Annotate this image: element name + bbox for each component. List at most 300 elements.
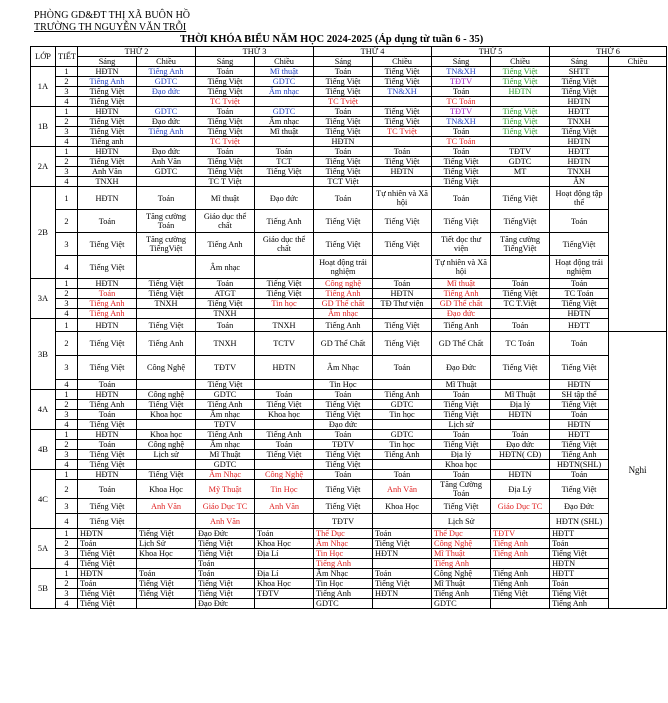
subject-cell: Tiếng Việt (78, 499, 137, 514)
subject-cell: Toán (314, 147, 373, 157)
subject-cell: Đạo Đức (432, 356, 491, 380)
subject-cell: TĐTV (491, 529, 550, 539)
subject-cell: Toán (314, 390, 373, 400)
subject-cell: HĐTN (78, 187, 137, 210)
table-row (31, 177, 667, 187)
subject-cell: Âm nhạc (196, 410, 255, 420)
subject-cell: Tiếng Việt (314, 210, 373, 233)
subject-cell (373, 309, 432, 319)
period-cell: 4 (56, 380, 78, 390)
subject-cell (373, 559, 432, 569)
timetable (30, 46, 667, 609)
subject-cell: Toán (373, 356, 432, 380)
subject-cell (255, 177, 314, 187)
subject-cell: TC Toán (550, 289, 609, 299)
subject-cell: Anh Văn (137, 157, 196, 167)
subject-cell: HĐTN(SHL) (550, 460, 609, 470)
subject-cell: Tiếng Việt (373, 157, 432, 167)
document-header (0, 0, 668, 45)
period-cell: 3 (56, 549, 78, 559)
subject-cell: TNXH (196, 309, 255, 319)
subject-cell: Tiếng Việt (373, 233, 432, 256)
subject-cell: Tiếng Việt (314, 87, 373, 97)
subject-cell: Đạo đức (137, 87, 196, 97)
subject-cell: Địa lý (491, 400, 550, 410)
subject-cell: Tiếng Việt (196, 117, 255, 127)
subject-cell: Tiếng Việt (491, 127, 550, 137)
table-row (31, 440, 667, 450)
subject-cell (491, 514, 550, 529)
table-row (31, 549, 667, 559)
class-name-cell: 3A (31, 279, 56, 319)
subject-cell: Tiếng Việt (196, 549, 255, 559)
subject-cell: Âm nhạc (196, 256, 255, 279)
period-cell: 4 (56, 97, 78, 107)
col-header-lop: LỚP (31, 47, 56, 67)
subject-cell: Toán (196, 107, 255, 117)
table-row (31, 579, 667, 589)
subject-cell: HĐTN (373, 549, 432, 559)
table-row (31, 107, 667, 117)
subject-cell: Tăng cường Toán (137, 210, 196, 233)
subject-cell: Toán (314, 107, 373, 117)
subject-cell: Toán (550, 470, 609, 480)
subject-cell: Toán (432, 127, 491, 137)
table-row (31, 67, 667, 77)
subject-cell: Hoạt động trải nghiệm (314, 256, 373, 279)
subject-cell: GDTC (137, 77, 196, 87)
subject-cell: Tin học (255, 299, 314, 309)
subject-cell: Tiếng Việt (314, 117, 373, 127)
day-header: THỨ 6 (550, 47, 667, 57)
subject-cell: Lịch sử (432, 420, 491, 430)
class-name-cell: 2A (31, 147, 56, 187)
subject-cell: Toán (196, 319, 255, 332)
subject-cell (373, 420, 432, 430)
subject-cell (255, 420, 314, 430)
subject-cell (373, 137, 432, 147)
subject-cell: GD Thể chất (432, 299, 491, 309)
subject-cell: Tiếng Anh (432, 589, 491, 599)
period-cell: 4 (56, 460, 78, 470)
subject-cell: Đạo đức (432, 309, 491, 319)
subject-cell: Tiếng Việt (491, 589, 550, 599)
subject-cell: MT (491, 167, 550, 177)
subject-cell: Tiếng Việt (78, 356, 137, 380)
subject-cell: TNXH (255, 319, 314, 332)
class-name-cell: 4C (31, 470, 56, 529)
class-name-cell: 4B (31, 430, 56, 470)
subject-cell: Tiếng Việt (373, 117, 432, 127)
table-row (31, 279, 667, 289)
subject-cell: Âm nhạc (255, 87, 314, 97)
subject-cell: Tiếng Việt (196, 127, 255, 137)
subject-cell: TN&XH (432, 67, 491, 77)
subject-cell: Tiếng Việt (550, 356, 609, 380)
subject-cell: Tiếng Việt (78, 332, 137, 356)
period-cell: 3 (56, 450, 78, 460)
session-header: Sáng (550, 57, 609, 67)
subject-cell: Toán (255, 390, 314, 400)
subject-cell: TC T Việt (196, 177, 255, 187)
subject-cell: Toán (137, 569, 196, 579)
subject-cell: TĐTV (432, 77, 491, 87)
subject-cell: HĐTT (550, 319, 609, 332)
subject-cell (255, 256, 314, 279)
subject-cell: Tiếng Việt (78, 127, 137, 137)
subject-cell: Toán (196, 559, 255, 569)
subject-cell: TN&XH (373, 87, 432, 97)
subject-cell (491, 137, 550, 147)
subject-cell: HĐTN (550, 97, 609, 107)
table-row (31, 430, 667, 440)
subject-cell: TiếngViệt (550, 233, 609, 256)
table-row (31, 127, 667, 137)
period-cell: 2 (56, 480, 78, 499)
subject-cell: Toán (78, 539, 137, 549)
table-row (31, 380, 667, 390)
subject-cell: Mĩ thuật (255, 127, 314, 137)
subject-cell: Tiếng Việt (432, 400, 491, 410)
day-header: THỨ 3 (196, 47, 314, 57)
subject-cell: Tiếng Việt (373, 107, 432, 117)
period-cell: 1 (56, 390, 78, 400)
class-name-cell: 5B (31, 569, 56, 609)
subject-cell: TC Tviệt (196, 97, 255, 107)
subject-cell: Âm Nhạc (196, 470, 255, 480)
table-row (31, 97, 667, 107)
subject-cell: Âm nhạc (196, 440, 255, 450)
subject-cell: Tiếng Việt (373, 319, 432, 332)
subject-cell: Toán (78, 410, 137, 420)
period-cell: 4 (56, 177, 78, 187)
subject-cell: TCT (255, 157, 314, 167)
subject-cell: Toán (78, 579, 137, 589)
subject-cell: Tiếng Anh (314, 319, 373, 332)
subject-cell: HĐTT (550, 107, 609, 117)
subject-cell (137, 97, 196, 107)
subject-cell: ATGT (196, 289, 255, 299)
subject-cell: Tiếng Việt (550, 77, 609, 87)
subject-cell: Toán (255, 529, 314, 539)
subject-cell: HĐTN (78, 430, 137, 440)
subject-cell (491, 420, 550, 430)
subject-cell: Tin Học (314, 579, 373, 589)
subject-cell: Toán (432, 390, 491, 400)
table-row (31, 210, 667, 233)
subject-cell: Anh Văn (255, 499, 314, 514)
subject-cell: Toán (550, 210, 609, 233)
period-cell: 2 (56, 440, 78, 450)
subject-cell: Tiếng Việt (491, 67, 550, 77)
subject-cell: GDTC (196, 460, 255, 470)
subject-cell: Công nghệ (137, 440, 196, 450)
subject-cell (373, 177, 432, 187)
subject-cell: Tiếng Việt (491, 187, 550, 210)
subject-cell: Lịch Sử (432, 514, 491, 529)
subject-cell: Tiếng Việt (78, 157, 137, 167)
subject-cell: Tiếng Việt (314, 233, 373, 256)
table-row (31, 559, 667, 569)
period-cell: 1 (56, 187, 78, 210)
subject-cell: TĐTV (432, 107, 491, 117)
table-row (31, 233, 667, 256)
subject-cell: Toán (373, 279, 432, 289)
subject-cell: Tiếng Anh (137, 67, 196, 77)
subject-cell: Tiếng Việt (314, 157, 373, 167)
subject-cell: Tiếng Việt (550, 440, 609, 450)
period-cell: 2 (56, 579, 78, 589)
subject-cell: Giáo dục thể chất (255, 233, 314, 256)
subject-cell (373, 97, 432, 107)
period-cell: 1 (56, 107, 78, 117)
subject-cell: Tiếng Việt (432, 440, 491, 450)
subject-cell: Tiếng Việt (432, 210, 491, 233)
table-row (31, 450, 667, 460)
subject-cell: Tiếng Việt (491, 289, 550, 299)
subject-cell: Toán (550, 410, 609, 420)
subject-cell: GDTC (137, 167, 196, 177)
subject-cell: SHTT (550, 67, 609, 77)
col-header-tiet: TIẾT (56, 47, 78, 67)
subject-cell: Tiếng Việt (196, 579, 255, 589)
subject-cell: Tiếng Việt (78, 589, 137, 599)
subject-cell: Toán (373, 569, 432, 579)
subject-cell: Lịch Sử (137, 539, 196, 549)
subject-cell: Tiếng Anh (373, 390, 432, 400)
subject-cell: Toán (78, 210, 137, 233)
period-cell: 3 (56, 233, 78, 256)
subject-cell: Tiếng Việt (373, 210, 432, 233)
subject-cell: Tiếng Việt (196, 167, 255, 177)
subject-cell: Đạo đức (314, 420, 373, 430)
table-row (31, 332, 667, 356)
subject-cell (137, 309, 196, 319)
subject-cell: Anh Văn (78, 167, 137, 177)
period-cell: 1 (56, 430, 78, 440)
org-line-1: PHÒNG GD&ĐT THỊ XÃ BUÔN HỒ (34, 10, 191, 21)
class-name-cell: 5A (31, 529, 56, 569)
subject-cell: Toán (491, 279, 550, 289)
subject-cell: TĐTV (314, 514, 373, 529)
subject-cell: TC Toán (432, 137, 491, 147)
subject-cell: Mĩ thuật (255, 67, 314, 77)
subject-cell (373, 380, 432, 390)
subject-cell: Khoa Học (255, 579, 314, 589)
subject-cell: TNXH (78, 177, 137, 187)
session-header: Chiều (373, 57, 432, 67)
subject-cell: Giáo dục thể chất (196, 210, 255, 233)
subject-cell: Tiếng Anh (137, 332, 196, 356)
period-cell: 4 (56, 559, 78, 569)
subject-cell: HĐTN (314, 137, 373, 147)
period-cell: 2 (56, 157, 78, 167)
header-row-days (31, 47, 667, 57)
period-cell: 4 (56, 420, 78, 430)
subject-cell: TĐTV (196, 356, 255, 380)
subject-cell: HĐTT (550, 569, 609, 579)
subject-cell: HĐTN (491, 470, 550, 480)
subject-cell: HĐTN (78, 107, 137, 117)
subject-cell: Tiếng Anh (196, 430, 255, 440)
subject-cell: Khoa Học (373, 499, 432, 514)
subject-cell: TCT Việt (314, 177, 373, 187)
subject-cell: Tiếng Anh (550, 599, 609, 609)
subject-cell (255, 514, 314, 529)
subject-cell: HĐTN( CĐ) (491, 450, 550, 460)
subject-cell: Tiếng Việt (314, 499, 373, 514)
subject-cell: HĐTN (373, 167, 432, 177)
subject-cell: Đạo đức (137, 147, 196, 157)
table-row (31, 299, 667, 309)
period-cell: 3 (56, 167, 78, 177)
session-header: Sáng (314, 57, 373, 67)
subject-cell: Lịch sử (137, 450, 196, 460)
subject-cell: Toán (196, 67, 255, 77)
class-name-cell: 3B (31, 319, 56, 390)
subject-cell: HĐTN (491, 87, 550, 97)
subject-cell: Toán (491, 430, 550, 440)
subject-cell: GDTC (373, 430, 432, 440)
table-row (31, 356, 667, 380)
subject-cell: GD Thể Chất (314, 332, 373, 356)
subject-cell: GDTC (196, 390, 255, 400)
subject-cell (137, 599, 196, 609)
subject-cell: Địa Lý (491, 480, 550, 499)
subject-cell: HĐTN (SHL) (550, 514, 609, 529)
session-header: Chiều (491, 57, 550, 67)
subject-cell: Tiếng Việt (137, 319, 196, 332)
subject-cell: Tiếng Việt (491, 117, 550, 127)
subject-cell: TC T.Việt (491, 299, 550, 309)
subject-cell: TCTV (255, 332, 314, 356)
subject-cell: Tự nhiên và Xã hội (432, 256, 491, 279)
subject-cell: Tiếng Anh (491, 569, 550, 579)
table-row (31, 137, 667, 147)
period-cell: 3 (56, 299, 78, 309)
subject-cell: Tiếng Việt (137, 400, 196, 410)
subject-cell: Tiếng Anh (491, 539, 550, 549)
subject-cell: Tiếng Việt (550, 589, 609, 599)
subject-cell: HĐTT (550, 147, 609, 157)
subject-cell: Tiếng Việt (196, 157, 255, 167)
subject-cell: TN&XH (432, 117, 491, 127)
subject-cell: TNXH (550, 167, 609, 177)
subject-cell: HĐTN (373, 589, 432, 599)
subject-cell: Tiếng Anh (78, 400, 137, 410)
subject-cell: Toán (314, 430, 373, 440)
subject-cell (137, 380, 196, 390)
subject-cell: GD Thể Chất (432, 332, 491, 356)
subject-cell: Toán (255, 440, 314, 450)
subject-cell: Toán (78, 440, 137, 450)
subject-cell: Tiếng Việt (314, 410, 373, 420)
subject-cell: Mĩ Thuật (432, 380, 491, 390)
subject-cell: TC Toán (432, 97, 491, 107)
subject-cell: Toán (550, 579, 609, 589)
subject-cell: HĐTN (373, 289, 432, 299)
subject-cell: Công nghệ (137, 390, 196, 400)
subject-cell: GDTC (137, 107, 196, 117)
subject-cell: Đạo đức (255, 187, 314, 210)
subject-cell: Đạo Đức (196, 599, 255, 609)
period-cell: 1 (56, 569, 78, 579)
subject-cell: Tin học (373, 440, 432, 450)
subject-cell: HĐTN (550, 420, 609, 430)
subject-cell: Toán (373, 529, 432, 539)
subject-cell: Địa Lí (255, 549, 314, 559)
subject-cell (373, 256, 432, 279)
subject-cell (491, 256, 550, 279)
subject-cell: Tiếng Việt (78, 549, 137, 559)
subject-cell: Khoa Học (137, 549, 196, 559)
table-row (31, 157, 667, 167)
session-header: Sáng (196, 57, 255, 67)
subject-cell: Tiếng Việt (314, 167, 373, 177)
subject-cell: Thể Dục (432, 529, 491, 539)
subject-cell: Anh Văn (196, 514, 255, 529)
subject-cell: Công nghệ (314, 279, 373, 289)
subject-cell: Tiếng Việt (314, 480, 373, 499)
subject-cell: Khoa học (137, 430, 196, 440)
subject-cell: Tiếng Anh (550, 450, 609, 460)
subject-cell: Khoa học (255, 410, 314, 420)
org-line-2: TRƯỜNG TH NGUYỄN VĂN TRỖI (34, 22, 187, 33)
subject-cell: GDTC (373, 400, 432, 410)
subject-cell: Tiếng Việt (255, 279, 314, 289)
subject-cell: Tiếng Việt (137, 470, 196, 480)
subject-cell: Tiếng Việt (373, 67, 432, 77)
subject-cell: Tiếng Việt (550, 299, 609, 309)
subject-cell: Anh Văn (373, 480, 432, 499)
subject-cell: Tiếng Việt (78, 450, 137, 460)
subject-cell: TĐ Thư viện (373, 299, 432, 309)
subject-cell: Đạo Đức (550, 499, 609, 514)
session-header: Sáng (78, 57, 137, 67)
period-cell: 2 (56, 117, 78, 127)
subject-cell: Tiếng Việt (255, 289, 314, 299)
subject-cell: Tiếng Anh (137, 127, 196, 137)
table-row (31, 589, 667, 599)
subject-cell (491, 460, 550, 470)
session-header: Sáng (432, 57, 491, 67)
subject-cell: HĐTN (255, 356, 314, 380)
subject-cell: Âm Nhạc (314, 569, 373, 579)
subject-cell: Toán (314, 67, 373, 77)
subject-cell (255, 460, 314, 470)
subject-cell: HĐTN (78, 390, 137, 400)
subject-cell: TC Tviệt (314, 97, 373, 107)
subject-cell: HĐTN (78, 279, 137, 289)
subject-cell: GDTC (255, 77, 314, 87)
period-cell: 3 (56, 499, 78, 514)
class-name-cell: 2B (31, 187, 56, 279)
table-row (31, 529, 667, 539)
subject-cell: Toán (196, 569, 255, 579)
period-cell: 3 (56, 356, 78, 380)
subject-cell: Tiếng Việt (550, 400, 609, 410)
subject-cell: Tin Học (255, 480, 314, 499)
nghi-cell: Nghỉ (609, 332, 667, 609)
subject-cell: Tiếng Anh (314, 559, 373, 569)
subject-cell (137, 460, 196, 470)
subject-cell: Tiếng Việt (432, 157, 491, 167)
day-header: THỨ 5 (432, 47, 550, 57)
subject-cell: Tiếng Việt (137, 579, 196, 589)
subject-cell: Anh Văn (137, 499, 196, 514)
subject-cell (491, 309, 550, 319)
subject-cell: Mĩ Thuật (196, 450, 255, 460)
